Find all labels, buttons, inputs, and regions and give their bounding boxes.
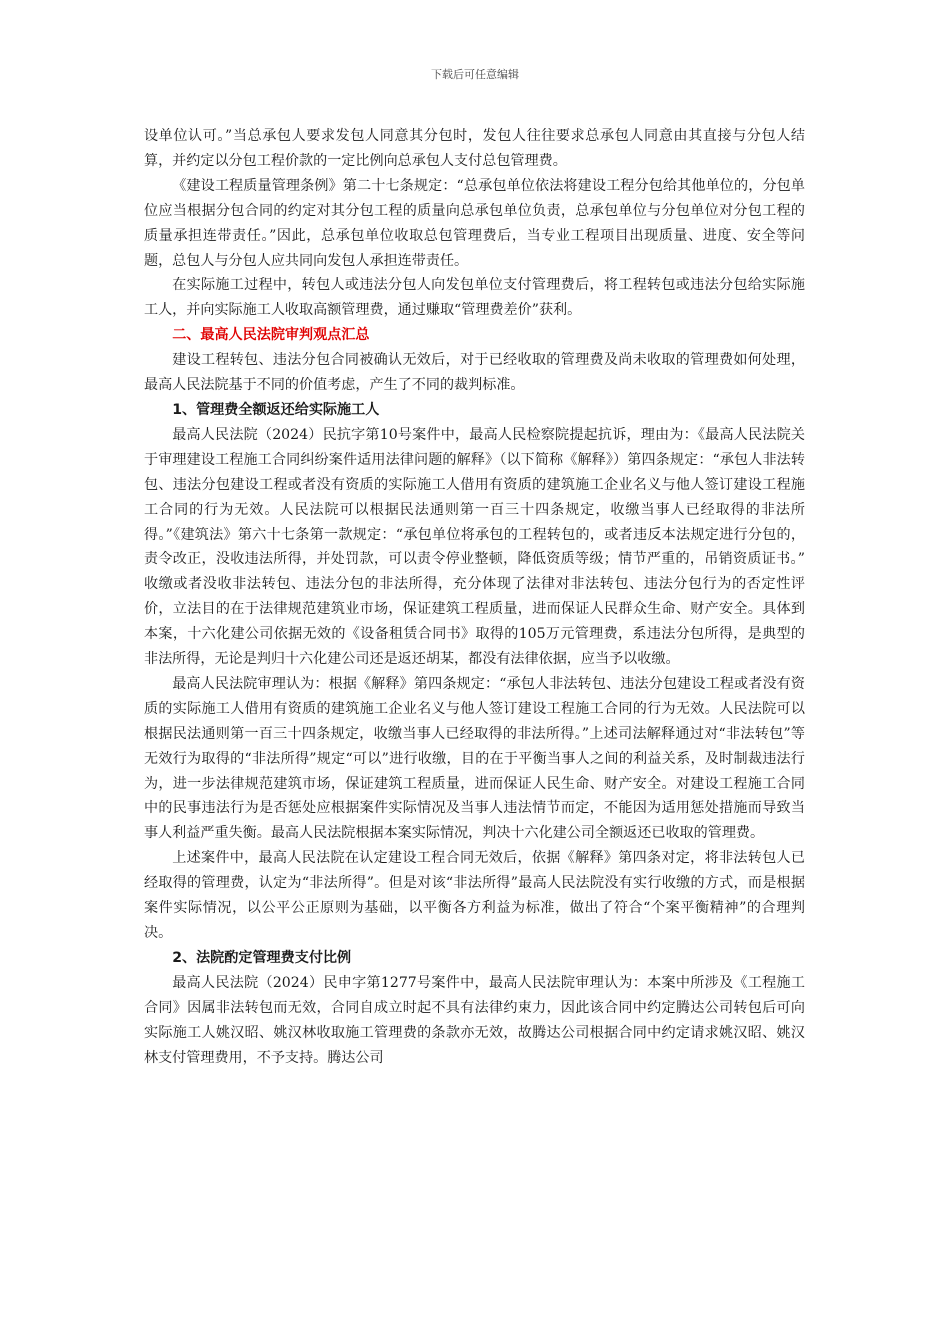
- subsection-1-heading: 1、管理费全额返还给实际施工人: [172, 401, 380, 418]
- subsection-2-heading: 2、法院酌定管理费支付比例: [172, 949, 352, 966]
- subsection-1-paragraph-2: 最高人民法院审理认为：根据《解释》第四条规定：“承包人非法转包、违法分包建设工程或者没有资质的实际施工人借用有资质的建筑施工企业名义与他人签订建设工程施工合同的行为无效。人民法院可以根据民法通则第一百三十四条规定，收缴当事人已经取得的非法所得。”上述司法解释通过对“非法转包”等无效行为取得的“非法所得”规定“可以”进行收缴，目的在于平衡当事人之间的利益关系，及时制裁违法行为，进一步法律规范建筑市场，保证建筑工程质量，进而保证人民生命、财产安全。对建设工程施工合同中的民事违法行为是否惩处应根据案件实际情况及当事人违法情节而定，不能因为适用惩处措施而导致当事人利益严重失衡。最高人民法院根据本案实际情况，判决十六化建公司全额返还已收取的管理费。: [144, 675, 805, 842]
- subsection-1-paragraph-3: 上述案件中，最高人民法院在认定建设工程合同无效后，依据《解释》第四条对定，将非法转包人已经取得的管理费，认定为“非法所得”。但是对该“非法所得”最高人民法院没有实行收缴的方式，而是根据案件实际情况，以公平公正原则为基础，以平衡各方利益为标准，做出了符合“个案平衡精神”的合理判决。: [144, 850, 805, 941]
- paragraph-2: 《建设工程质量管理条例》第二十七条规定：“总承包单位依法将建设工程分包给其他单位的，分包单位应当根据分包合同的约定对其分包工程的质量向总承包单位负责，总承包单位与分包单位对分包工程的质量承担连带责任。”因此，总承包单位收取总包管理费后，当专业工程项目出现质量、进度、安全等问题，总包人与分包人应共同向发包人承担连带责任。: [144, 177, 805, 269]
- paragraph-1: 设单位认可。”当总承包人要求发包人同意其分包时，发包人往往要求总承包人同意由其直接与分包人结算，并约定以分包工程价款的一定比例向总承包人支付总包管理费。: [144, 128, 805, 169]
- paragraph-3: 在实际施工过程中，转包人或违法分包人向发包单位支付管理费后，将工程转包或违法分包给实际施工人，并向实际施工人收取高额管理费，通过赚取“管理费差价”获利。: [144, 277, 805, 319]
- section-2-heading: 二、最高人民法院审判观点汇总: [172, 327, 370, 344]
- subsection-2-paragraph-1: 最高人民法院（2024）民申字第1277号案件中，最高人民法院审理认为：本案中所涉及《工程施工合同》因属非法转包而无效，合同自成立时起不具有法律约束力，因此该合同中约定腾达公司转包后可向实际施工人姚汉昭、姚汉林收取施工管理费的条款亦无效，故腾达公司根据合同中约定请求姚汉昭、姚汉林支付管理费用，不予支持。腾达公司: [144, 974, 805, 1066]
- page-header: 下载后可任意编辑: [431, 68, 519, 81]
- document-body: [144, 124, 805, 1070]
- subsection-1-paragraph-1: 最高人民法院（2024）民抗字第10号案件中，最高人民检察院提起抗诉，理由为：《最高人民法院关于审理建设工程施工合同纠纷案件适用法律问题的解释》（以下简称《解释》）第四条规定：“承包人非法转包、违法分包建设工程或者没有资质的实际施工人借用有资质的建筑施工企业名义与他人签订建设工程施工合同的行为无效。人民法院可以根据民法通则第一百三十四条规定，收缴当事人已经取得的非法所得。”《建筑法》第六十七条第一款规定：“承包单位将承包的工程转包的，或者违反本法规定进行分包的，责令改正，没收违法所得，并处罚款，可以责令停业整顿，降低资质等级；情节严重的，吊销资质证书。” 收缴或者没收非法转包、违法分包的非法所得，充分体现了法律对非法转包、违法分包行为的否定性评价，立法目的在于法律规范建筑业市场，保证建筑工程质量，进而保证人民群众生命、财产安全。具体到本案，十六化建公司依据无效的《设备租赁合同书》取得的105万元管理费，系违法分包所得，是典型的非法所得，无论是判归十六化建公司还是返还胡某，都没有法律依据，应当予以收缴。: [144, 426, 805, 668]
- section-2-intro: 建设工程转包、违法分包合同被确认无效后，对于已经收取的管理费及尚未收取的管理费如何处理，最高人民法院基于不同的价值考虑，产生了不同的裁判标准。: [144, 352, 805, 394]
